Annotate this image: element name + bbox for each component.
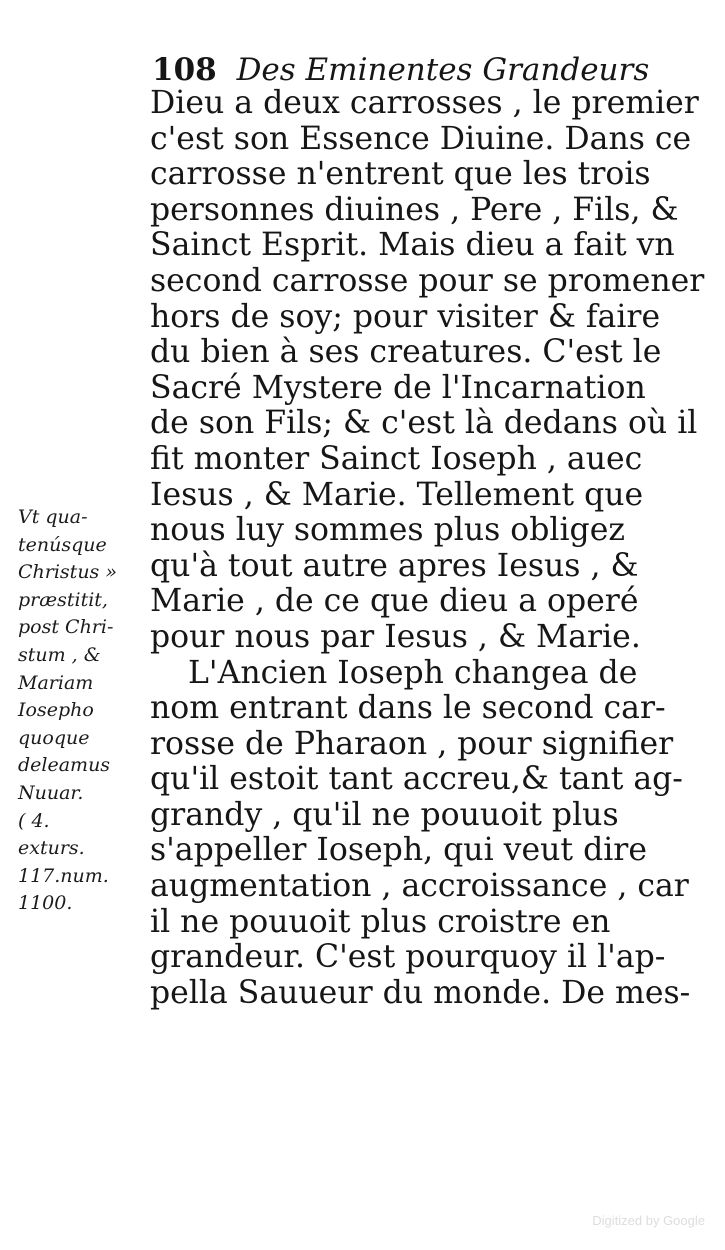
- text-line: il ne pouuoit plus croistre en: [150, 903, 611, 940]
- text-line: c'est son Essence Diuine. Dans ce: [150, 120, 692, 157]
- marginal-line: 117.num.: [18, 864, 109, 887]
- marginal-line: deleamus: [18, 754, 111, 777]
- text-line: pour nous par Iesus , & Marie.: [150, 618, 641, 655]
- text-line: hors de soy; pour visiter & faire: [150, 298, 661, 335]
- marginal-line: tenúsque: [18, 533, 107, 556]
- text-line: s'appeller Ioseph, qui veut dire: [150, 832, 648, 869]
- page-number: 108: [152, 52, 217, 88]
- text-line: de son Fils; & c'est là dedans où il: [150, 405, 698, 442]
- marginal-line: Christus »: [18, 561, 117, 584]
- text-line: augmentation , accroissance , car: [150, 868, 689, 905]
- marginal-line: Mariam: [18, 671, 94, 694]
- text-line: Dieu a deux carrosses , le premier: [150, 85, 699, 121]
- text-line: grandeur. C'est pourquoy il l'ap-: [150, 939, 666, 976]
- text-line: pella Sauueur du monde. De mes-: [150, 974, 691, 1011]
- marginal-line: post Chri-: [18, 616, 114, 639]
- text-line: du bien à ses creatures. C'est le: [150, 334, 662, 371]
- marginal-line: 1100.: [18, 892, 73, 915]
- digitization-watermark: Digitized by Google: [592, 1213, 705, 1228]
- text-line: fit monter Sainct Ioseph , auec: [150, 440, 643, 477]
- marginal-note: [18, 504, 117, 918]
- text-line: nom entrant dans le second car-: [150, 690, 666, 727]
- text-line: personnes diuines , Pere , Fils, &: [150, 191, 679, 228]
- text-line: grandy , qu'il ne pouuoit plus: [150, 796, 619, 833]
- text-line: L'Ancien Ioseph changea de: [188, 654, 638, 691]
- running-title: Des Eminentes Grandeurs: [236, 52, 650, 88]
- marginal-line: exturs.: [18, 837, 85, 860]
- body-text: [150, 85, 705, 1011]
- text-line: nous luy sommes plus obligez: [150, 512, 625, 549]
- text-line: qu'il estoit tant accreu,& tant ag-: [150, 761, 683, 798]
- marginal-line: stum , &: [18, 643, 101, 666]
- text-line: Iesus , & Marie. Tellement que: [150, 476, 644, 513]
- marginal-line: quoque: [18, 726, 90, 749]
- marginal-line: Iosepho: [18, 699, 94, 722]
- running-header: [152, 50, 649, 90]
- text-line: Marie , de ce que dieu a operé: [150, 583, 639, 620]
- text-line: second carrosse pour se promener: [150, 262, 705, 299]
- text-line: qu'à tout autre apres Iesus , &: [150, 547, 639, 584]
- marginal-line: Vt qua-: [18, 506, 88, 528]
- marginal-line: Nuuar.: [18, 781, 84, 804]
- text-line: rosse de Pharaon , pour signifier: [150, 725, 674, 762]
- marginal-line: præstitit,: [18, 588, 108, 611]
- text-line: carrosse n'entrent que les trois: [150, 156, 651, 193]
- text-line: Sacré Mystere de l'Incarnation: [150, 369, 646, 406]
- text-line: Sainct Esprit. Mais dieu a fait vn: [150, 227, 675, 264]
- marginal-line: ( 4.: [18, 809, 50, 832]
